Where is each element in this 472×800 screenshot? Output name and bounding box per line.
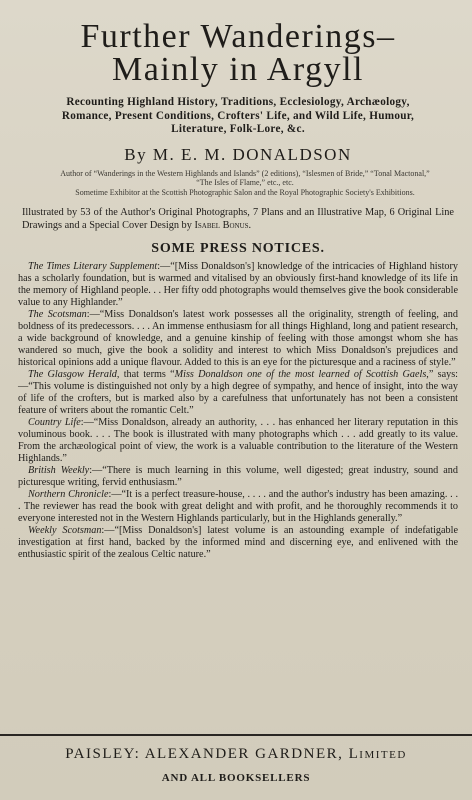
notice-text: :—“It is a perfect treasure-house, . . . . and the author's industry has been amazing. . . . The reviewer has read the book with great delight and with profit, and he thoroughly recommends it to everyone interested not in the Western Highlands particularly, but in the Highlands generally.” <box>18 489 458 524</box>
author-line: By M. E. M. DONALDSON <box>124 144 352 164</box>
book-subtitle: Recounting Highland History, Traditions, Ecclesiology, Archæology, Romance, Present Conditions, Crofters' Life, and Wild Life, Humour, Literature, Folk-Lore, &c. <box>61 96 415 135</box>
booksellers-line: AND ALL BOOKSELLERS <box>161 772 311 784</box>
press-notice <box>18 525 458 561</box>
title-line-2: Mainly in Argyll <box>112 51 364 88</box>
notice-text: :—“[Miss Donaldson's] knowledge of the intricacies of Highland history has a scholarly foundation, but is warmed and vitalised by an obviously first-hand knowledge of its life in the memory of Highland people. . . Her fifty odd photographs would themselves give the book considerable value to any Highlander.” <box>18 261 458 308</box>
notice-source: Northern Chronicle <box>28 489 109 500</box>
notice-text-pre: , that terms “ <box>116 369 175 380</box>
notice-source: British Weekly <box>28 465 90 476</box>
book-title <box>18 20 458 86</box>
notice-source: Weekly Scotsman <box>28 525 102 536</box>
illustrations-text: Illustrated by 53 of the Author's Original Photographs, 7 Plans and an Illustrative Map, 6 Original Line Drawings and a Special Cover Design by <box>22 207 454 231</box>
cover-designer: Isabel Bonus. <box>194 219 252 231</box>
press-notices-heading: SOME PRESS NOTICES. <box>151 241 325 256</box>
author-exhibitor-note: Sometime Exhibitor at the Scottish Photographic Salon and the Royal Photographic Society's Exhibitions. <box>75 187 415 197</box>
notice-source: The Glasgow Herald <box>28 369 117 380</box>
notice-source: The Scotsman <box>28 309 87 320</box>
notice-text: :—“Miss Donaldson's latest work possesses all the originality, strength of feeling, and boldness of its predecessors. . . . An immense enthusiasm for all things Highland, long and patient research, a wide background of knowledge, and a genuine kinship of feeling with those amongst whom she has wandered so much, give the book a solidity and interest to which Miss Donaldson's prejudices and historical opinions add a unique flavour. Added to this is an eye for the picturesque and a raciness of style.” <box>18 309 458 368</box>
publisher-line <box>0 746 472 763</box>
notice-source: The Times Literary Supplement <box>28 261 158 272</box>
publisher-limited: Limited <box>348 746 407 762</box>
footer-divider <box>0 734 472 736</box>
notice-text: :—“Miss Donaldson, already an authority, . . . has enhanced her literary reputation in this voluminous book. . . . The book is illustrated with many photographs which . . . add greatly to its value. From the archæological point of view, the work is a valuable contribution to the literature of the Western Highlands.” <box>18 417 458 464</box>
title-line-1: Further Wanderings– <box>80 18 396 55</box>
press-notices-list <box>18 261 458 561</box>
press-notice <box>18 309 458 369</box>
press-notice <box>18 417 458 465</box>
notice-quote: Miss Donaldson one of the most learned of Scottish Gaels <box>174 369 427 380</box>
author-previous-works: Author of “Wanderings in the Western Highlands and Islands” (2 editions), “Islesmen of Bride,” “Tonal Mactonal,” “The Isles of Flame,” etc., etc. <box>60 168 430 187</box>
press-notice <box>18 465 458 489</box>
press-notice <box>18 261 458 309</box>
press-notice <box>18 489 458 525</box>
notice-text: :—“There is much learning in this volume, well digested; great industry, sound and picturesque writing, fervid enthusiasm.” <box>18 465 458 488</box>
notice-text: ,” says:—“This volume is distinguished not only by a high degree of sympathy, and hence of insight, into the way of life of the crofters, but is marked also by a carefulness that unfortunately has not been a consistent feature of writers about the romantic Celt.” <box>18 369 458 416</box>
publisher-name: PAISLEY: ALEXANDER GARDNER, <box>65 746 349 762</box>
illustrations-statement <box>22 207 454 232</box>
author-credits <box>52 169 438 198</box>
press-notice <box>18 369 458 417</box>
notice-text: :—“[Miss Donaldson's] latest volume is an astounding example of indefatigable investigation at first hand, backed by the informed mind and discerning eye, and enlivened with the enthusiastic spirit of the zealous Celtic nature.” <box>18 525 458 560</box>
notice-source: Country Life <box>28 417 81 428</box>
